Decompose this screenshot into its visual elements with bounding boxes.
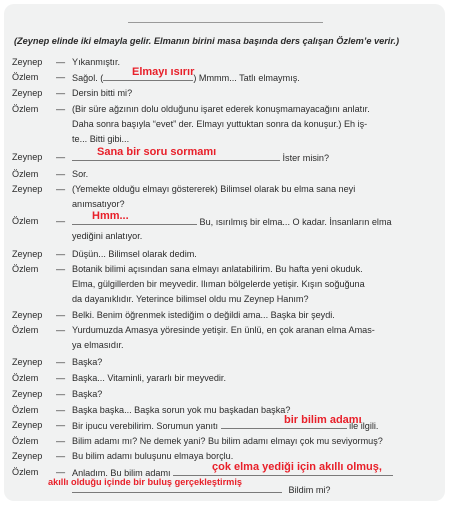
- line-continuation: yediğini anlatıyor.: [72, 231, 143, 241]
- line-text-after: İster misin?: [280, 153, 330, 163]
- speaker: Özlem: [12, 436, 39, 446]
- dash: —: [56, 325, 66, 335]
- line-text: Başka?: [72, 389, 103, 399]
- dash: —: [56, 436, 66, 446]
- speaker: Özlem: [12, 72, 39, 82]
- line-text: Başka... Vitaminli, yararlı bir meyvedir.: [72, 373, 226, 383]
- speaker: Zeynep: [12, 88, 43, 98]
- speaker: Zeynep: [12, 389, 43, 399]
- stage-direction: (Zeynep elinde iki elmayla gelir. Elmanın birini masa başında ders çalışan Özlem’e verir.): [14, 36, 400, 46]
- speaker: Özlem: [12, 169, 39, 179]
- dash: —: [56, 72, 66, 82]
- line-text: Düşün... Bilimsel olarak dedim.: [72, 249, 197, 259]
- line-text: Başka başka... Başka sorun yok mu başkadan başka?: [72, 405, 291, 415]
- speaker: Zeynep: [12, 249, 43, 259]
- line-text-before: Anladım. Bu bilim adamı: [72, 468, 171, 478]
- line-text: Dersin bitti mi?: [72, 88, 133, 98]
- line-text: Belki. Benim öğrenmek istediğim o değildi ama... Başka bir şeydi.: [72, 310, 335, 320]
- dash: —: [56, 104, 66, 114]
- dash: —: [56, 373, 66, 383]
- speaker: Zeynep: [12, 152, 43, 162]
- speaker: Zeynep: [12, 357, 43, 367]
- dash: —: [56, 184, 66, 194]
- line-text: Botanik bilimi açısından sana elmayı anlatabilirim. Bu hafta yeni okuduk.: [72, 264, 363, 274]
- speaker: Özlem: [12, 467, 39, 477]
- speaker: Zeynep: [12, 310, 43, 320]
- dash: —: [56, 310, 66, 320]
- line-text-after: Bildim mi?: [288, 485, 331, 495]
- answer-6: akıllı olduğu içinde bir buluş gerçekleştirmiş: [48, 477, 243, 487]
- answer-1: Elmayı ısırır: [132, 66, 195, 78]
- line-text: Bilim adamı mı? Ne demek yani? Bu bilim adamı elmayı çok mu seviyormuş?: [72, 436, 383, 446]
- speaker: Özlem: [12, 373, 39, 383]
- line-continuation: da dayanıklıdır. Yeterince bilimsel oldu mu Zeynep Hanım?: [72, 294, 309, 304]
- line-text: Bu bilim adamı buluşunu elmaya borçlu.: [72, 451, 234, 461]
- line-text: Başka?: [72, 357, 103, 367]
- answer-4: bir bilim adamı: [284, 414, 362, 426]
- answer-blank[interactable]: [72, 216, 197, 225]
- dash: —: [56, 264, 66, 274]
- speaker: Zeynep: [12, 420, 43, 430]
- dash: —: [56, 216, 66, 226]
- dash: —: [56, 57, 66, 67]
- speaker: Özlem: [12, 325, 39, 335]
- line-text-after: Bu, ısırılmış bir elma... O kadar. İnsanların elma: [197, 217, 392, 227]
- dash: —: [56, 357, 66, 367]
- line-text: Yurdumuzda Amasya yöresinde yetişir. En ünlü, en çok aranan elma Amas-: [72, 325, 375, 335]
- dash: —: [56, 152, 66, 162]
- speaker: Zeynep: [12, 184, 43, 194]
- line-text: Yıkanmıştır.: [72, 57, 121, 67]
- dash: —: [56, 249, 66, 259]
- speaker: Zeynep: [12, 57, 43, 67]
- dash: —: [56, 169, 66, 179]
- title-blank-line: [128, 22, 323, 23]
- speaker: Özlem: [12, 264, 39, 274]
- speaker: Özlem: [12, 216, 39, 226]
- dash: —: [56, 389, 66, 399]
- answer-2: Sana bir soru sormamı: [97, 146, 217, 158]
- dash: —: [56, 88, 66, 98]
- speaker: Özlem: [12, 104, 39, 114]
- speaker: Zeynep: [12, 451, 43, 461]
- line-text-after: ) Mmmm... Tatlı elmaymış.: [193, 73, 300, 83]
- line-text: Sor.: [72, 169, 89, 179]
- speaker: Özlem: [12, 405, 39, 415]
- line-text-before: Bir ipucu verebilirim. Sorumun yanıtı: [72, 421, 219, 431]
- line-continuation: Elma, gülgillerden bir meyvedir. Ilıman bölgelerde yetişir. Kışın soğuğuna: [72, 279, 365, 289]
- dash: —: [56, 420, 66, 430]
- line-continuation: te... Bitti gibi...: [72, 134, 130, 144]
- line-continuation: ya elmasıdır.: [72, 340, 124, 350]
- answer-5: çok elma yediği için akıllı olmuş,: [212, 461, 382, 473]
- line-continuation: anımsatıyor?: [72, 199, 125, 209]
- line-continuation: Daha sonra başıyla “evet” der. Elmayı yuttuktan sonra da konuşur.) Eh iş-: [72, 119, 368, 129]
- dash: —: [56, 451, 66, 461]
- dash: —: [56, 467, 66, 477]
- line-text: (Bir süre ağzının dolu olduğunu işaret ederek konuşmamayacağını anlatır.: [72, 104, 370, 114]
- line-text-before: Sağol. (: [72, 73, 104, 83]
- line-text-after: ile ilgili.: [346, 421, 379, 431]
- line-text: (Yemekte olduğu elmayı göstererek) Bilimsel olarak bu elma sana neyi: [72, 184, 356, 194]
- dash: —: [56, 405, 66, 415]
- answer-3: Hmm...: [92, 210, 129, 222]
